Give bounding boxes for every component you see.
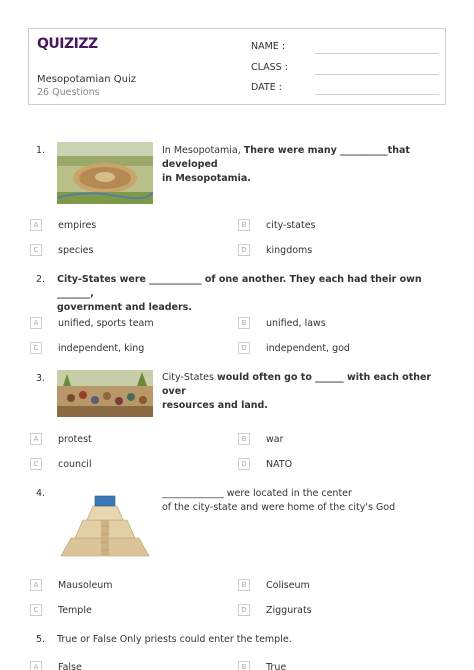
question-number: 5. [36, 634, 46, 645]
question-text: In Mesopotamia, There were many __________that developed in Mesopotamia. [162, 145, 410, 184]
option-d-box[interactable]: D [238, 458, 250, 470]
option-c-box[interactable]: C [30, 604, 42, 616]
question-count: 26 Questions [37, 87, 100, 98]
quiz-title: Mesopotamian Quiz [37, 74, 137, 85]
option-a-text[interactable]: Mausoleum [58, 580, 113, 591]
option-a-box[interactable]: A [30, 433, 42, 445]
option-b-box[interactable]: B [238, 219, 250, 231]
option-b-box[interactable]: B [238, 661, 250, 670]
option-d-text[interactable]: Ziggurats [266, 605, 312, 616]
option-a-text[interactable]: protest [58, 434, 92, 445]
option-a-text[interactable]: False [58, 662, 82, 670]
worksheet-header [28, 28, 446, 105]
option-a-box[interactable]: A [30, 317, 42, 329]
option-b-box[interactable]: B [238, 433, 250, 445]
option-a-text[interactable]: unified, sports team [58, 318, 154, 329]
question-number: 1. [36, 145, 46, 156]
option-c-box[interactable]: C [30, 458, 42, 470]
option-a-box[interactable]: A [30, 579, 42, 591]
option-c-text[interactable]: species [58, 245, 94, 256]
option-b-box[interactable]: B [238, 579, 250, 591]
option-d-box[interactable]: D [238, 244, 250, 256]
option-d-box[interactable]: D [238, 342, 250, 354]
question-text: City-States were ___________ of one another. They each had their own _______, government and leaders. [57, 274, 422, 313]
city-aerial-image [57, 142, 153, 204]
option-d-text[interactable]: NATO [266, 459, 293, 470]
question-text: True or False Only priests could enter the temple. [57, 634, 292, 645]
name-field[interactable] [315, 53, 439, 54]
option-b-text[interactable]: city-states [266, 220, 316, 231]
option-c-text[interactable]: Temple [58, 605, 92, 616]
option-b-box[interactable]: B [238, 317, 250, 329]
option-a-box[interactable]: A [30, 219, 42, 231]
battle-scene-image [57, 370, 153, 417]
question-text: _____________ were located in the center of the city-state and were home of the city's God [162, 488, 396, 513]
option-b-text[interactable]: Coliseum [266, 580, 310, 591]
question-text: City-States would often go to ______ with each other over resources and land. [162, 372, 432, 411]
option-c-text[interactable]: independent, king [58, 343, 145, 354]
option-a-text[interactable]: empires [58, 220, 97, 231]
name-label: NAME : [251, 41, 286, 52]
class-label: CLASS : [251, 62, 288, 73]
quizizz-logo: QUIZIZZ [37, 36, 98, 52]
ziggurat-image [57, 486, 153, 562]
option-b-text[interactable]: war [266, 434, 284, 445]
question-number: 3. [36, 373, 46, 384]
date-field[interactable] [315, 94, 439, 95]
option-d-box[interactable]: D [238, 604, 250, 616]
question-number: 2. [36, 274, 46, 285]
option-a-box[interactable]: A [30, 661, 42, 670]
option-d-text[interactable]: independent, god [266, 343, 350, 354]
date-label: DATE : [251, 82, 282, 93]
option-b-text[interactable]: True [266, 662, 287, 670]
option-d-text[interactable]: kingdoms [266, 245, 313, 256]
question-number: 4. [36, 488, 46, 499]
class-field[interactable] [315, 74, 439, 75]
option-b-text[interactable]: unified, laws [266, 318, 326, 329]
option-c-box[interactable]: C [30, 342, 42, 354]
option-c-box[interactable]: C [30, 244, 42, 256]
option-c-text[interactable]: council [58, 459, 92, 470]
